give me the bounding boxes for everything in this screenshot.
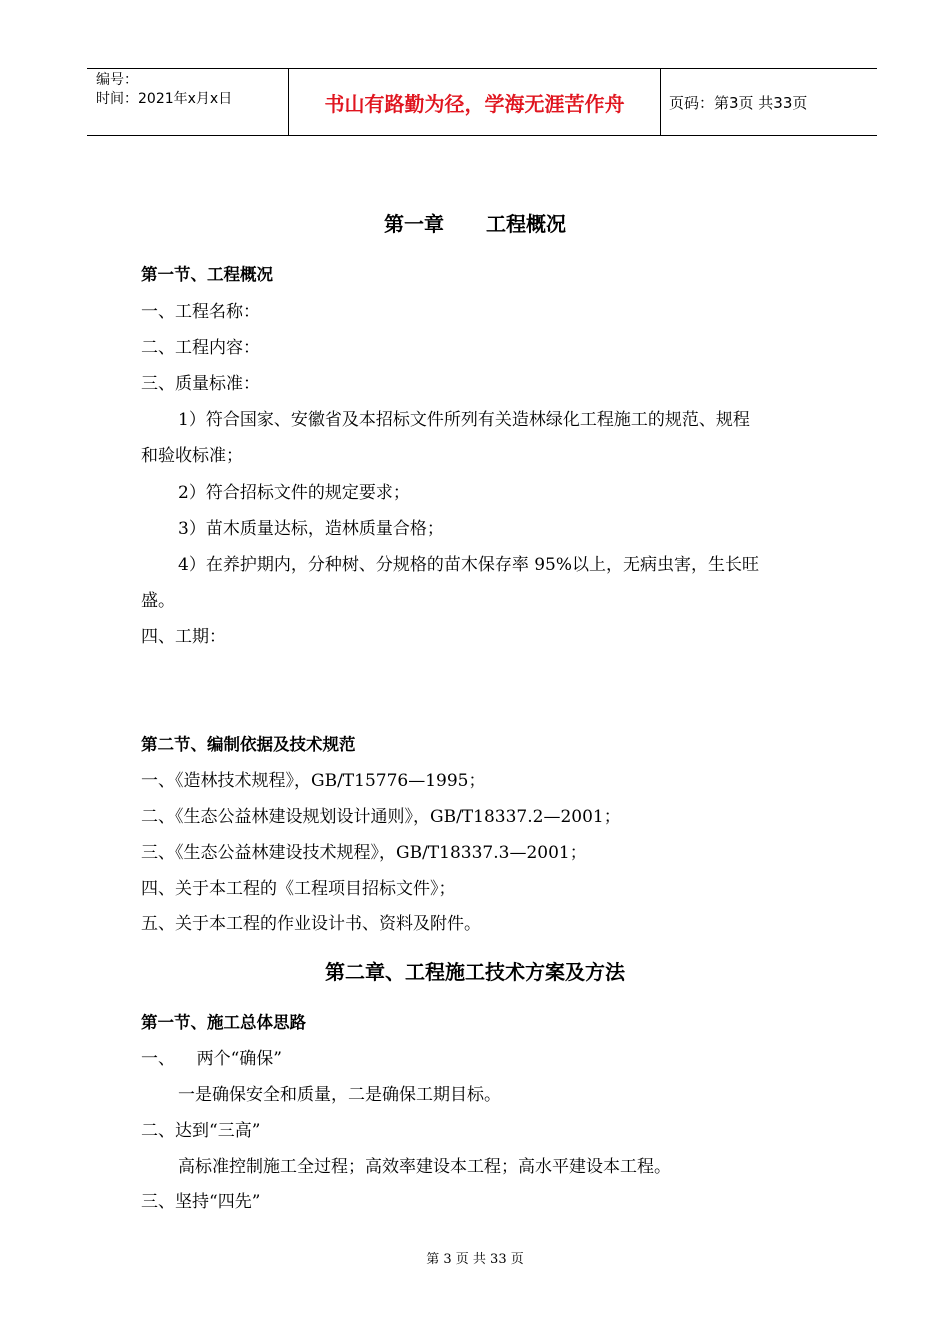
paragraph-line: 4）在养护期内，分种树、分规格的苗木保存率 95%以上，无病虫害，生长旺 xyxy=(178,555,760,575)
list-item: 五、关于本工程的作业设计书、资料及附件。 xyxy=(141,914,481,934)
list-item: 二、《生态公益林建设规划设计通则》，GB/T18337.2—2001； xyxy=(141,807,621,827)
list-item: 三、质量标准： xyxy=(141,374,260,394)
list-item: 一、 两个“确保” xyxy=(141,1049,282,1069)
doc-number-label: 编号： xyxy=(96,72,138,88)
list-item: 二、达到“三高” xyxy=(141,1121,261,1141)
paragraph-line: 1）符合国家、安徽省及本招标文件所列有关造林绿化工程施工的规范、规程 xyxy=(178,410,750,430)
section-heading: 第一节、施工总体思路 xyxy=(141,1013,306,1032)
chapter1-title-text: 工程概况 xyxy=(486,212,566,236)
header-info-cell xyxy=(87,69,288,135)
paragraph-line: 2）符合招标文件的规定要求； xyxy=(178,483,410,503)
list-item: 三、坚持“四先” xyxy=(141,1192,261,1212)
document-header xyxy=(87,68,877,136)
paragraph-line: 和验收标准； xyxy=(141,446,243,466)
paragraph-line: 3）苗木质量达标，造林质量合格； xyxy=(178,519,444,539)
list-item: 一、工程名称： xyxy=(141,302,260,322)
paragraph-line: 一是确保安全和质量，二是确保工期目标。 xyxy=(178,1085,501,1105)
list-item: 四、工期： xyxy=(141,627,226,647)
list-item: 一、《造林技术规程》，GB/T15776—1995； xyxy=(141,771,486,791)
chapter1-title xyxy=(0,208,950,237)
list-item: 四、关于本工程的《工程项目招标文件》； xyxy=(141,879,456,899)
list-item: 二、工程内容： xyxy=(141,338,260,358)
section-heading: 第二节、编制依据及技术规范 xyxy=(141,735,356,754)
header-page-label: 页码：第3页 共33页 xyxy=(669,93,808,112)
section-heading: 第一节、工程概况 xyxy=(141,265,273,284)
chapter2-title: 第二章、工程施工技术方案及方法 xyxy=(325,960,625,984)
list-item: 三、《生态公益林建设技术规程》，GB/T18337.3—2001； xyxy=(141,843,587,863)
page-footer: 第 3 页 共 33 页 xyxy=(426,1252,524,1267)
header-motto: 书山有路勤为径，学海无涯苦作舟 xyxy=(288,69,661,135)
paragraph-line: 盛。 xyxy=(141,591,175,611)
paragraph-line: 高标准控制施工全过程；高效率建设本工程；高水平建设本工程。 xyxy=(178,1157,671,1177)
chapter1-title-number: 第一章 xyxy=(384,212,444,236)
doc-time-label: 时间：2021年x月x日 xyxy=(96,91,233,107)
